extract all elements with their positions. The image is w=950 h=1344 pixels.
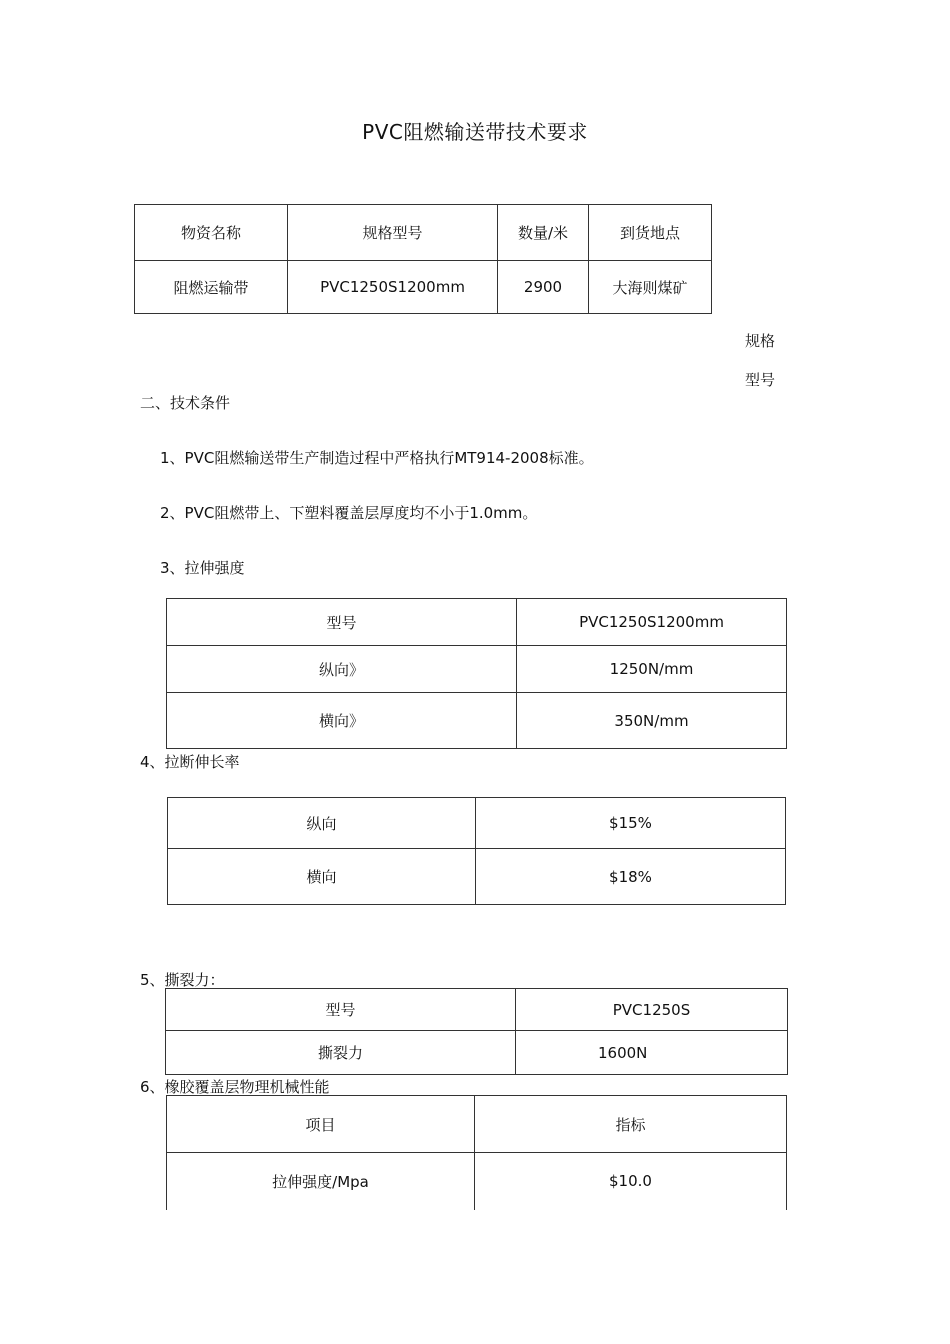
table-header-cell: 数量/米 [498, 205, 589, 261]
table-row [166, 1031, 788, 1075]
table-cell: 指标 [475, 1096, 787, 1153]
table-cell: 型号 [166, 989, 516, 1031]
table-cell: 1250N/mm [517, 646, 787, 693]
table-row [166, 989, 788, 1031]
table-cell: 拉伸强度/Mpa [167, 1153, 475, 1210]
table-cell: 1600N [516, 1031, 788, 1075]
table-cell: PVC1250S [516, 989, 788, 1031]
table-header-row [135, 205, 712, 261]
side-note-line: 型号 [745, 371, 776, 389]
paragraph: 3、拉伸强度 [160, 559, 245, 577]
table-cell: $15% [476, 798, 786, 849]
paragraph: 1、PVC阻燃输送带生产制造过程中严格执行MT914-2008标准。 [160, 449, 594, 467]
table-cell: 350N/mm [517, 693, 787, 749]
paragraph: 2、PVC阻燃带上、下塑料覆盖层厚度均不小于1.0mm。 [160, 504, 538, 522]
table-cell: 纵向 [168, 798, 476, 849]
paragraph: 4、拉断伸长率 [140, 753, 240, 771]
table-header-cell: 物资名称 [135, 205, 288, 261]
table-cell: 型号 [167, 599, 517, 646]
elongation-table [167, 797, 786, 905]
table-row [167, 646, 787, 693]
order-table [134, 204, 712, 314]
table-row [167, 1153, 787, 1210]
table-cell: 大海则煤矿 [589, 261, 712, 314]
table-row [167, 1096, 787, 1153]
table-cell: $10.0 [475, 1153, 787, 1210]
tensile-table [166, 598, 787, 749]
table-header-cell: 到货地点 [589, 205, 712, 261]
paragraph: 5、撕裂力： [140, 971, 225, 989]
table-cell: 项目 [167, 1096, 475, 1153]
table-cell: 阻燃运输带 [135, 261, 288, 314]
table-row [167, 693, 787, 749]
table-header-cell: 规格型号 [288, 205, 498, 261]
paragraph: 6、橡胶覆盖层物理机械性能 [140, 1078, 330, 1096]
table-cell: 2900 [498, 261, 589, 314]
page-title: PVC阻燃输送带技术要求 [362, 120, 588, 144]
table-row [168, 798, 786, 849]
table-cell: 横向》 [167, 693, 517, 749]
table-cell: PVC1250S1200mm [517, 599, 787, 646]
table-row [168, 849, 786, 905]
table-row [135, 261, 712, 314]
table-cell: 纵向》 [167, 646, 517, 693]
section-heading: 二、技术条件 [140, 394, 231, 412]
rubber-table [166, 1095, 787, 1210]
side-note-line: 规格 [745, 332, 776, 350]
table-cell: $18% [476, 849, 786, 905]
table-cell: 横向 [168, 849, 476, 905]
table-cell: 撕裂力 [166, 1031, 516, 1075]
tear-table [165, 988, 788, 1075]
table-cell: PVC1250S1200mm [288, 261, 498, 314]
table-row [167, 599, 787, 646]
